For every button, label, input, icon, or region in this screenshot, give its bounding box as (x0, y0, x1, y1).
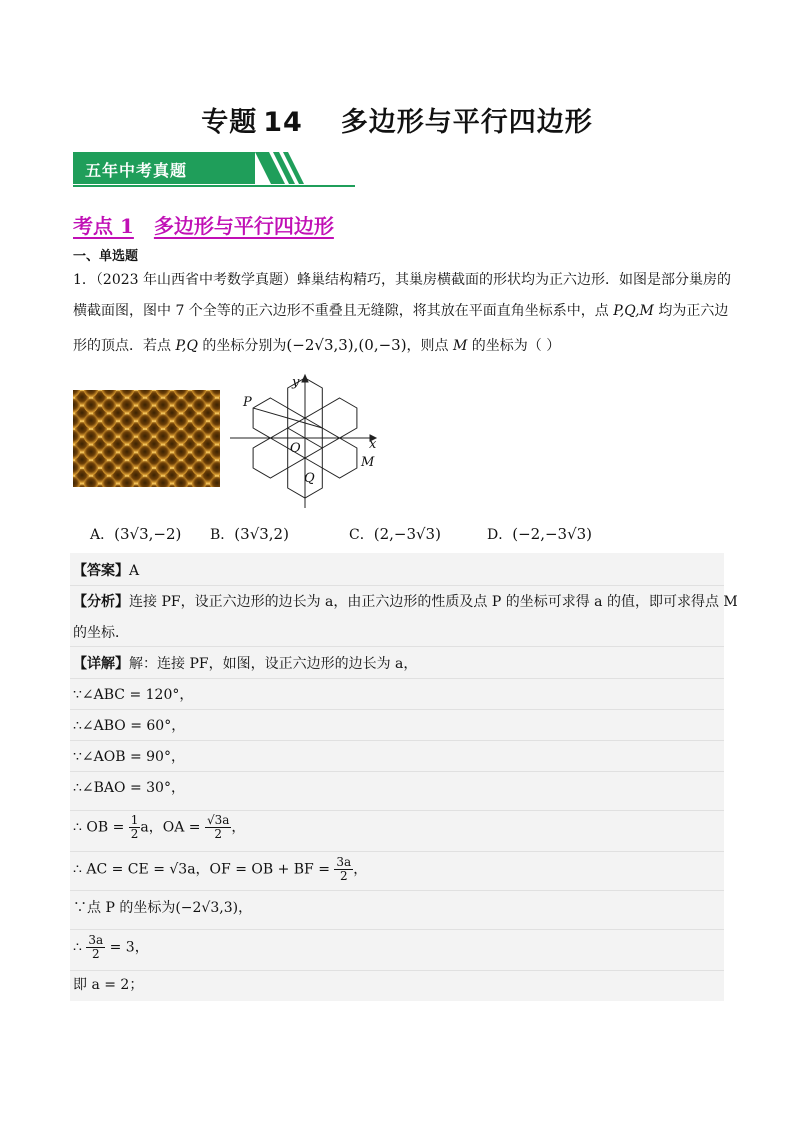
point-names: P,Q,M (613, 303, 654, 319)
point-name: M (453, 338, 468, 354)
choice-letter: B． (210, 527, 235, 543)
numerator: 3a (88, 933, 104, 947)
coordinates: (−2√3,3),(0,−3) (286, 336, 407, 354)
step-text: ∴ OB = (73, 819, 125, 836)
section-banner (73, 152, 355, 188)
label-m: M (361, 455, 375, 470)
step-4: ∴∠BAO = 30°， (73, 780, 185, 796)
question-line-2 (73, 303, 728, 319)
fraction (86, 934, 105, 961)
step-2: ∴∠ABO = 60°， (73, 718, 186, 734)
banner-label: 五年中考真题 (85, 161, 188, 180)
honeycomb-photo (73, 390, 220, 487)
hexagon-figure (230, 372, 380, 510)
title-prefix: 专题 (201, 107, 258, 138)
question-text: 均为正六边 (653, 303, 729, 319)
choice-b[interactable] (210, 524, 289, 544)
choice-letter: A． (90, 527, 115, 543)
step-8 (73, 934, 149, 961)
analysis-text: 连接 PF，设正六边形的边长为 a，由正六边形的性质及点 P 的坐标可求得 a 的值，即可求得点 M (129, 594, 738, 610)
label-y: y (292, 375, 300, 390)
label-p: P (243, 395, 252, 410)
section-label: 一、单选题 (73, 249, 139, 264)
numerator: 1 (130, 813, 139, 827)
denominator: 2 (91, 947, 100, 961)
question-line-1 (73, 272, 731, 288)
step-3: ∵∠AOB = 90°， (73, 749, 185, 765)
choice-value: (−2,−3√3) (512, 525, 593, 543)
step-text: ， (231, 819, 246, 836)
choice-a[interactable] (90, 524, 181, 544)
step-text: ∴ (73, 939, 82, 956)
question-text: 形的顶点．若点 (73, 338, 176, 354)
analysis-tag: 【分析】 (73, 594, 129, 610)
choice-letter: C． (349, 527, 374, 543)
question-text: 横截面图，图中 7 个全等的正六边形不重叠且无缝隙，将其放在平面直角坐标系中，点 (73, 303, 614, 319)
step-5 (73, 814, 245, 841)
label-x: x (369, 437, 377, 452)
analysis-row (73, 594, 738, 610)
choice-value: (3√3,−2) (114, 525, 182, 543)
question-line-3 (73, 337, 560, 354)
fraction (205, 814, 231, 841)
kaodian-label: 考点 1 (73, 214, 134, 238)
title-topic: 多边形与平行四边形 (340, 107, 593, 138)
step-9: 即 a = 2； (73, 977, 144, 993)
step-text: ∴ AC = CE = √3a，OF = OB + BF = (73, 861, 330, 878)
banner-stripes-icon (255, 152, 327, 185)
detail-tag: 【详解】 (73, 656, 129, 672)
label-q: Q (304, 471, 315, 486)
choice-d[interactable] (487, 524, 592, 544)
numerator: √3a (206, 813, 230, 827)
choice-value: (3√3,2) (234, 525, 289, 543)
question-text: 的坐标为（ ） (467, 338, 561, 354)
answer-row (73, 563, 139, 579)
page-title (0, 100, 794, 139)
choice-value: (2,−3√3) (373, 525, 441, 543)
denominator: 2 (214, 827, 223, 841)
denominator: 2 (130, 827, 139, 841)
solution-box (70, 553, 724, 1001)
choice-letter: D． (487, 527, 513, 543)
point-names: P,Q (175, 338, 198, 354)
fraction (129, 814, 141, 841)
analysis-row-2: 的坐标． (73, 625, 129, 641)
answer-tag: 【答案】 (73, 563, 129, 579)
kaodian-topic: 多边形与平行四边形 (153, 214, 334, 238)
step-1: ∵∠ABC = 120°， (73, 687, 194, 703)
step-text: a，OA = (140, 819, 201, 836)
step-text: ， (353, 861, 368, 878)
title-number: 14 (263, 107, 303, 138)
kaodian-heading (73, 210, 334, 239)
detail-text: 解：连接 PF，如图，设正六边形的边长为 a， (129, 656, 418, 672)
numerator: 3a (336, 855, 352, 869)
denominator: 2 (339, 869, 348, 883)
question-text: 的坐标分别为 (197, 338, 287, 354)
banner-underline (73, 185, 355, 187)
step-text: = 3， (109, 939, 149, 956)
choice-c[interactable] (349, 524, 441, 544)
detail-row (73, 656, 417, 672)
question-text: 1．（2023 年山西省中考数学真题）蜂巢结构精巧，其巢房横截面的形状均为正六边形．如图是部分巢房的 (73, 272, 731, 288)
question-text: ，则点 (406, 338, 453, 354)
answer-value: A (129, 563, 140, 579)
label-o: O (290, 441, 301, 456)
fraction (334, 856, 353, 883)
step-6 (73, 856, 367, 883)
step-7: ∵点 P 的坐标为(−2√3,3)， (73, 900, 253, 916)
